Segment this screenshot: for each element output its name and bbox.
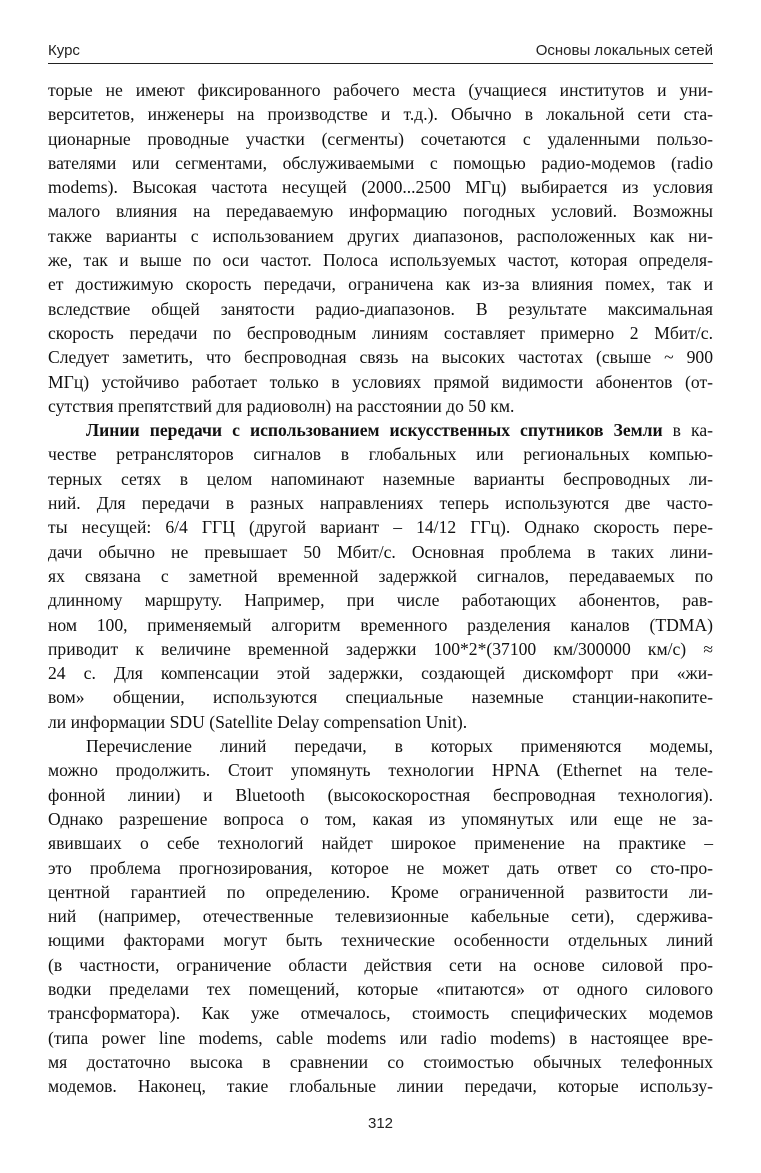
text-line: (в частности, ограничение области действия сети на основе силовой про-	[48, 954, 713, 975]
text-line-first: Перечисление линий передачи, в которых применяются модемы,	[86, 736, 713, 757]
runin-heading: Линии передачи с использованием искусственных спутников Земли	[86, 420, 663, 441]
text-line: верситетов, инженеры на производстве и т.д.). Обычно в локальной сети ста-	[48, 104, 713, 125]
text-line: честве ретрансляторов сигналов в глобальных или региональных компью-	[48, 444, 713, 465]
text-line-first	[48, 418, 713, 442]
text-line: (типа power line modems, cable modems или radio modems) в настоящее вре-	[48, 1027, 713, 1048]
paragraph-2	[48, 418, 713, 734]
text-line: можно продолжить. Стоит упомянуть технологии HPNA (Ethernet на теле-	[48, 760, 713, 781]
text-line: это проблема прогнозирования, которое не может дать ответ со сто-про-	[48, 857, 713, 878]
text-line: Следует заметить, что беспроводная связь на высоких частотах (свыше ~ 900	[48, 347, 713, 368]
header-course-label: Курс	[48, 42, 80, 59]
text-line: ном 100, применяемый алгоритм временного разделения каналов (TDMA)	[48, 614, 713, 635]
text-line: центной гарантией по определению. Кроме ограниченной развитости ли-	[48, 881, 713, 902]
text-line: МГц) устойчиво работает только в условиях прямой видимости абонентов (от-	[48, 371, 713, 392]
text-line: модемов. Наконец, такие глобальные линии передачи, которые использу-	[48, 1076, 713, 1097]
text-line: вателями или сегментами, обслуживаемыми с помощью радио-модемов (radio	[48, 152, 713, 173]
text-line: ционарные проводные участки (сегменты) сочетаются с удаленными пользо-	[48, 128, 713, 149]
text-line: Однако разрешение вопроса о том, какая из упомянутых или еще не за-	[48, 808, 713, 829]
text-line: вследствие общей занятости радио-диапазонов. В результате максимальная	[48, 298, 713, 319]
text-line: водки пределами тех помещений, которые «питаются» от одного силового	[48, 978, 713, 999]
text-line: трансформатора). Как уже отмечалось, стоимость специфических модемов	[48, 1003, 713, 1024]
text-line: сутствия препятствий для радиоволн) на расстоянии до 50 км.	[48, 395, 515, 416]
paragraph-3	[48, 734, 713, 1098]
text-line: терных сетях в целом напоминают наземные варианты беспроводных ли-	[48, 468, 713, 489]
text-line: фонной линии) и Bluetooth (высокоскоростная беспроводная технология).	[48, 784, 713, 805]
text-line: ях связана с заметной временной задержкой сигналов, передаваемых по	[48, 565, 713, 586]
text-line: ний. Для передачи в разных направлениях теперь используются две часто-	[48, 493, 713, 514]
text-line: скорость передачи по беспроводным линиям составляет примерно 2 Мбит/с.	[48, 322, 713, 343]
text-line: малого влияния на передаваемую информацию погодных условий. Возможны	[48, 201, 713, 222]
text-line: ли информации SDU (Satellite Delay compensation Unit).	[48, 711, 468, 732]
text-line: ний (например, отечественные телевизионные кабельные сети), сдержива-	[48, 906, 713, 927]
text-line: явившаих о себе технологий найдет широкое применение на практике –	[48, 833, 713, 854]
text-line: 24 с. Для компенсации этой задержки, создающей дискомфорт при «жи-	[48, 663, 713, 684]
text-line: длинному маршруту. Например, при числе работающих абонентов, рав-	[48, 590, 713, 611]
text-line: modems). Высокая частота несущей (2000...2500 МГц) выбирается из условия	[48, 177, 713, 198]
text-line: торые не имеют фиксированного рабочего места (учащиеся институтов и уни-	[48, 80, 713, 100]
text-line: ты несущей: 6/4 ГГЦ (другой вариант – 14/12 ГГц). Однако скорость пере-	[48, 517, 713, 538]
running-header	[48, 40, 713, 64]
text-line: приводит к величине временной задержки 100*2*(37100 км/300000 км/с) ≈	[48, 638, 713, 659]
paragraph-1	[48, 78, 713, 418]
text-line: ет достижимую скорость передачи, ограничена как из-за влияния помех, так и	[48, 274, 713, 295]
header-divider	[48, 63, 713, 64]
body-text	[48, 78, 713, 1098]
text-line: же, так и выше по оси частот. Полоса используемых частот, которая определя-	[48, 250, 713, 271]
text-line: вом» общении, используются специальные наземные станции-накопите-	[48, 687, 713, 708]
runin-continuation: в ка-	[662, 420, 713, 441]
text-line: дачи обычно не превышает 50 Мбит/с. Основная проблема в таких лини-	[48, 541, 713, 562]
header-section-title: Основы локальных сетей	[535, 42, 713, 59]
text-line: мя достаточно высока в сравнении со стоимостью обычных телефонных	[48, 1051, 713, 1072]
text-line: ющими факторами могут быть технические особенности отдельных линий	[48, 930, 713, 951]
text-line: также варианты с использованием других диапазонов, расположенных как ни-	[48, 225, 713, 246]
page-number: 312	[367, 1115, 394, 1132]
